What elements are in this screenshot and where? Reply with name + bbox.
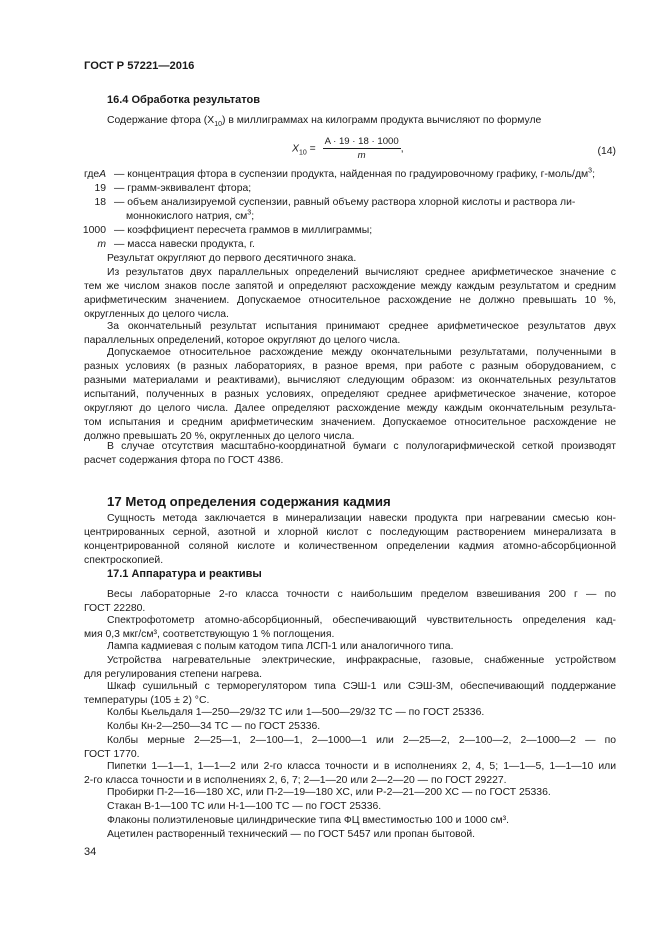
paragraph-paper-line: В случае отсутствия масштабно-координатной бумаги с полулогарифмической сеткой производят (107, 441, 616, 452)
formula-fraction (323, 136, 401, 161)
equipment-item-line: Весы лабораторные 2-го класса точности с наибольшим пределом взвешивания 200 г — по (107, 589, 616, 600)
section-17-1-title: 17.1 Аппаратура и реактивы (107, 568, 262, 580)
definition-text: — коэффициент пересчета граммов в миллиграммы; (114, 225, 373, 236)
equipment-item-line: Колбы Кьельдаля 1—250—29/32 ТС или 1—500—29/32 ТС — по ГОСТ 25336. (107, 707, 485, 718)
paragraph-method-line: Сущность метода заключается в минерализации навески продукта при нагревании смесью кон- (107, 513, 616, 524)
paragraph-discrepancy-line: Допускаемое относительное расхождение между окончательными результатами, полученными в (107, 347, 616, 358)
equipment-item-line: Пипетки 1—1—1, 1—1—2 или 2-го класса точности и в исполнениях 2, 4, 5; 1—1—5, 1—1—10 или (107, 761, 616, 772)
formula-denominator: m (357, 150, 366, 161)
paragraph-paper-line: расчет содержания фтора по ГОСТ 4386. (84, 455, 284, 466)
formula-numerator: A · 19 · 18 · 1000 (324, 136, 399, 147)
paragraph-parallel-line: тем же числом знаков после запятой и определяют расхождение между каждым результатом и средним (84, 281, 616, 292)
section-16-4-intro: Содержание фтора $(X_{10})$ в миллиграммах на килограмм продукта вычисляют по формуле (107, 115, 542, 129)
paragraph-parallel-line: Из результатов двух параллельных определений вычисляют среднее арифметическое значение с (107, 267, 616, 278)
definition-symbol: m (97, 239, 106, 250)
paragraph-discrepancy-line: том испытания и средним арифметическим значением. Допускаемое относительное расхождение не (84, 417, 616, 428)
paragraph-discrepancy-line: испытаний, полученных в разных условиях, определяют среднее арифметическое значение, которое (84, 389, 616, 400)
paragraph-final-result-line: За окончательный результат испытания принимают среднее арифметическое результатов двух (107, 321, 616, 332)
paragraph-parallel-line: арифметическим значением. Допускаемое относительное расхождение не должно превышать 10 %, (84, 295, 616, 306)
paragraph-final-result-line: параллельных определений, которое округляют до целого числа. (84, 335, 401, 346)
where-label: где (84, 169, 100, 180)
equipment-item-line: Стакан В-1—100 ТС или Н-1—100 ТС — по ГОСТ 25336. (107, 801, 382, 812)
definition-text: — масса навески продукта, г. (114, 239, 255, 250)
result-rounding-text: Результат округляют до первого десятичного знака. (107, 253, 357, 264)
paragraph-discrepancy-line: округляют до целого числа. Далее определяют расхождение между каждым окончательным результа- (84, 403, 616, 414)
equipment-item-line: температуры (105 ± 2) °С. (84, 695, 210, 706)
paragraph-discrepancy-line: должно превышать 20 %, округленных до целого числа. (84, 431, 355, 442)
equipment-item-line: Колбы мерные 2—25—1, 2—100—1, 2—1000—1 или 2—25—2, 2—100—2, 2—1000—2 — по (107, 735, 616, 746)
definition-text: — объем анализируемой суспензии, равный объему раствора хлорной кислоты и раствора ли- (114, 197, 576, 208)
formula-number: (14) (597, 146, 616, 157)
equipment-item-line: Ацетилен растворенный технический — по ГОСТ 5457 или пропан бытовой. (107, 829, 476, 840)
definition-text: — грамм-эквивалент фтора; (114, 183, 252, 194)
equipment-item-line: Устройства нагревательные электрические, инфракрасные, газовые, снабженные устройством (107, 655, 616, 666)
paragraph-discrepancy-line: разных условиях (в разных лабораториях, в разное время, при работе с разным оборудованием, с (84, 361, 616, 372)
paragraph-discrepancy-line: разными материалами и реактивами), вычисляют следующим образом: из окончательных результатов (84, 375, 616, 386)
page-number: 34 (84, 846, 97, 858)
paragraph-method-line: спектроскопией. (84, 555, 164, 566)
section-16-4-title: 16.4 Обработка результатов (107, 94, 260, 106)
equipment-item-line: Колбы Кн-2—250—34 ТС — по ГОСТ 25336. (107, 721, 321, 732)
formula-14: $X_{10}$ = $\frac{A \cdot 19 \cdot 18 \cdot 1000}{m}$ , (292, 136, 404, 161)
equipment-item-line: Пробирки П-2—16—180 ХС, или П-2—19—180 ХС, или Р-2—21—200 ХС — по ГОСТ 25336. (107, 787, 551, 798)
section-17-title: 17 Метод определения содержания кадмия (107, 494, 391, 509)
equipment-item-line: мия 0,3 мкг/см³, соответствующую 1 % поглощения. (84, 629, 335, 640)
definition-symbol: 1000 (82, 225, 106, 236)
equipment-item-line: Шкаф сушильный с терморегулятором типа СЭШ-1 или СЭШ-3М, обеспечивающий поддержание (107, 681, 616, 692)
paragraph-method-line: центрированных серной, азотной и хлорной кислот с последующим растворением минерализата в (84, 527, 616, 538)
definition-symbol: 18 (94, 197, 106, 208)
definition-symbol: 19 (94, 183, 106, 194)
definition-text: моннокислого натрия, $см^3$; (126, 209, 255, 222)
equipment-item-line: ГОСТ 22280. (84, 603, 146, 614)
definition-text: — концентрация фтора в суспензии продукта, найденная по градуировочному графику, $г-моль/дм^3$; (114, 167, 595, 180)
equipment-item-line: Лампа кадмиевая с полым катодом типа ЛСП-1 или аналогичного типа. (107, 641, 454, 652)
paragraph-parallel-line: округленных до целого числа. (84, 309, 229, 320)
equipment-item-line: для регулирования степени нагрева. (84, 669, 263, 680)
equipment-item-line: Спектрофотометр атомно-абсорбционный, обеспечивающий чувствительность определения кад- (107, 615, 616, 626)
equipment-item-line: Флаконы полиэтиленовые цилиндрические типа ФЦ вместимостью 100 и 1000 см³. (107, 815, 510, 826)
paragraph-method-line: концентрированной соляной кислоте и количественном определении кадмия атомно-абсорбционной (84, 541, 616, 552)
definition-symbol: A (99, 169, 106, 180)
document-header: ГОСТ Р 57221—2016 (84, 60, 195, 72)
equipment-item-line: 2-го класса точности и в исполнениях 2, 6, 7; 2—1—20 или 2—2—20 — по ГОСТ 29227. (84, 775, 507, 786)
equipment-item-line: ГОСТ 1770. (84, 749, 140, 760)
